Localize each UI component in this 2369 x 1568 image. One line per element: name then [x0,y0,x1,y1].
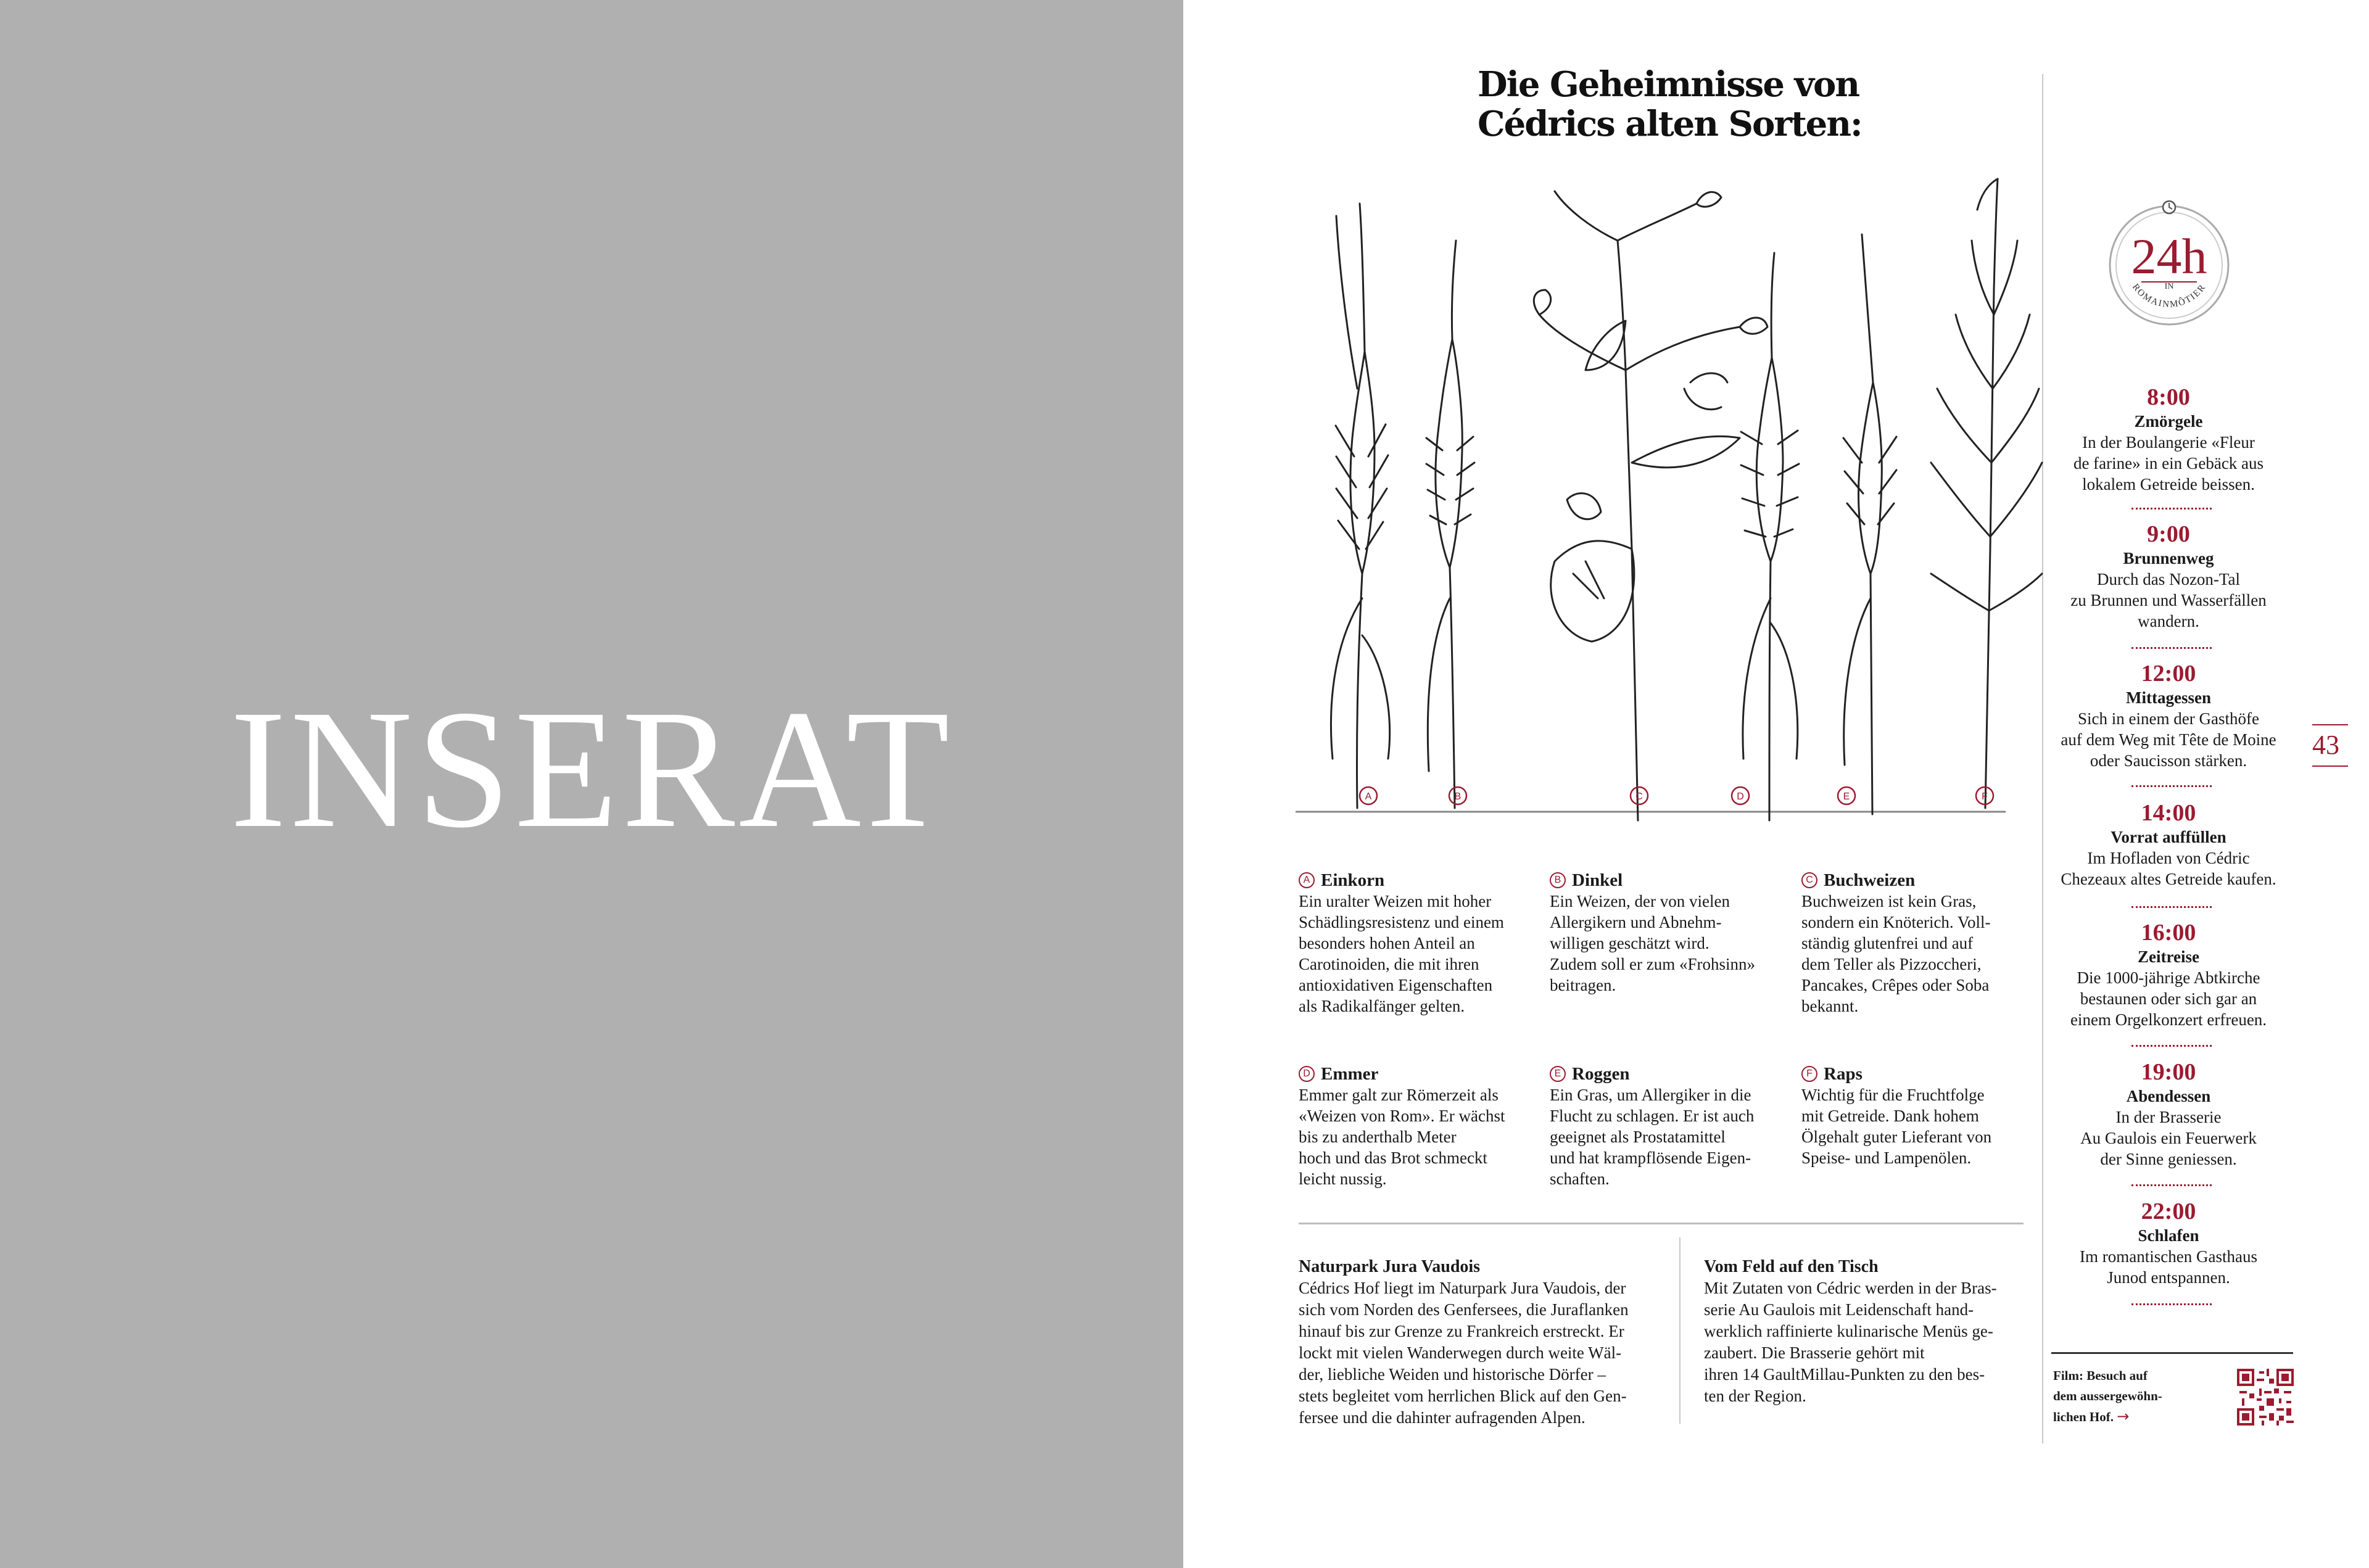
plant-name: Einkorn [1321,870,1385,890]
plant-name: Raps [1824,1064,1863,1084]
plant-entry-buchweizen [1801,870,2042,1017]
qr-code-icon[interactable] [2237,1369,2294,1426]
plant-description: Emmer galt zur Römerzeit als «Weizen von Rom». Er wächst bis zu anderthalb Meter hoch und das Brot schmeckt leicht nussig. [1299,1086,1505,1188]
section-divider [1299,1223,2024,1224]
schedule-text: Im Hofladen von Cédric Chezeaux altes Getreide kaufen. [2061,849,2276,888]
page-number-rule [2312,765,2348,767]
schedule-text: Sich in einem der Gasthöfe auf dem Weg mit Tête de Moine oder Saucisson stärken. [2061,709,2276,770]
schedule-separator [2131,1184,2212,1186]
film-line-1: Film: Besuch auf [2053,1368,2148,1383]
grain-illustration [1296,167,2048,851]
letter-badge: B [1550,872,1566,888]
plant-description: Wichtig für die Fruchtfolge mit Getreide. Dank hohem Ölgehalt guter Lieferant von Speise- und Lampenölen. [1801,1086,1992,1167]
marker-b [1449,787,1466,804]
schedule-time: 14:00 [2141,800,2196,826]
schedule-separator [2131,906,2212,908]
plant-name: Roggen [1572,1064,1630,1084]
film-line-2: dem aussergewöhn- [2053,1389,2162,1403]
schedule-text: Durch das Nozon-Tal zu Brunnen und Wasserfällen wandern. [2070,570,2267,630]
einkorn-drawing [1331,204,1389,808]
plant-description: Ein Weizen, der von vielen Allergikern und Abnehm- willigen geschätzt wird. Zudem soll er zum «Frohsinn» beitragen. [1550,892,1755,994]
schedule-text: Die 1000-jährige Abtkirche bestaunen oder sich gar an einem Orgelkonzert erfreuen. [2070,968,2267,1029]
info-text: Mit Zutaten von Cédric werden in der Bras- serie Au Gaulois mit Leidenschaft hand- werklich raffinierte kulinarische Menüs ge- zaubert. Die Brasserie gehört mit ihren 14 GaultMillau-Punkten zu den bes- ten der Region. [1704,1279,1997,1405]
page-number: 43 [2312,730,2339,760]
info-naturpark [1299,1256,1663,1429]
plant-description: Buchweizen ist kein Gras, sondern ein Knöterich. Voll- ständig glutenfrei und auf dem Teller als Pizzoccheri, Pancakes, Crêpes oder Soba bekannt. [1801,892,1991,1015]
marker-a-label: A [1365,791,1372,802]
ad-label: INSERAT [229,675,954,863]
plant-name: Buchweizen [1824,870,1916,890]
schedule-item [2051,521,2286,632]
marker-c [1631,787,1648,804]
plant-entry-einkorn [1299,870,1539,1017]
schedule-item [2051,1198,2286,1288]
arrow-right-icon: → [2117,1408,2130,1425]
schedule-item [2051,919,2286,1030]
letter-badge: F [1801,1066,1817,1082]
schedule-title: Vorrat auffüllen [2111,828,2226,846]
schedule-separator [2131,1303,2212,1305]
emmer-drawing [1741,253,1799,820]
marker-f-label: F [1982,791,1988,802]
schedule-text: In der Brasserie Au Gaulois ein Feuerwerk der Sinne geniessen. [2080,1108,2257,1168]
plant-name: Emmer [1321,1064,1379,1084]
plant-entry-dinkel [1550,870,1790,996]
schedule-item [2051,1058,2286,1170]
schedule-separator [2131,1045,2212,1047]
schedule-title: Brunnenweg [2123,549,2214,567]
marker-e [1838,787,1855,804]
info-title: Naturpark Jura Vaudois [1299,1257,1481,1276]
film-divider [2051,1352,2293,1354]
info-feld-tisch [1704,1256,2068,1407]
plant-entry-roggen [1550,1063,1790,1189]
letter-badge: C [1801,872,1817,888]
schedule-time: 8:00 [2147,384,2190,410]
schedule-time: 16:00 [2141,920,2196,946]
schedule-item [2051,799,2286,889]
title-line-1: Die Geheimnisse von [1478,64,1859,105]
schedule-title: Abendessen [2126,1087,2211,1105]
marker-d [1732,787,1749,804]
schedule-time: 9:00 [2147,521,2190,547]
schedule-title: Schlafen [2138,1226,2199,1245]
info-title: Vom Feld auf den Tisch [1704,1257,1879,1276]
badge-24h: 24h [2131,228,2207,284]
schedule-item [2051,660,2286,771]
marker-c-label: C [1635,791,1643,802]
dinkel-drawing [1426,241,1474,808]
schedule-separator [2131,647,2212,649]
plant-name: Dinkel [1572,870,1623,890]
schedule-separator [2131,785,2212,787]
clock-icon [2163,201,2175,213]
marker-b-label: B [1454,791,1462,802]
plant-entry-emmer [1299,1063,1539,1189]
raps-drawing [1931,179,2042,808]
marker-d-label: D [1737,791,1744,802]
schedule-text: Im romantischen Gasthaus Junod entspannen. [2080,1247,2257,1287]
info-text: Cédrics Hof liegt im Naturpark Jura Vaudois, der sich vom Norden des Genfersees, die Juraflanken hinauf bis zur Grenze zu Frankreich erstreckt. Er lockt mit vielen Wanderwegen durch weite Wäl- der, liebliche Weiden und historische Dörfer – stets begleitet vom herrlichen Blick auf den Gen- fersee und die dahinter aufragenden Alpen. [1299,1279,1629,1427]
badge-place-text: ROMAINMÔTIER [2130,282,2209,310]
buchweizen-drawing [1534,191,1767,820]
film-line-3: lichen Hof. [2053,1409,2114,1424]
marker-f [1976,787,1993,804]
schedule-time: 22:00 [2141,1199,2196,1224]
plant-description: Ein Gras, um Allergiker in die Flucht zu schlagen. Er ist auch geeignet als Prostatamittel und hat krampflösende Eigen- schaften. [1550,1086,1755,1188]
schedule-text: In der Boulangerie «Fleur de farine» in ein Gebäck aus lokalem Getreide beissen. [2073,433,2264,493]
info-column-divider [1679,1237,1681,1424]
marker-e-label: E [1843,791,1850,802]
schedule-title: Mittagessen [2126,688,2211,707]
letter-badge: E [1550,1066,1566,1082]
schedule-title: Zmörgele [2134,412,2203,431]
plant-description: Ein uralter Weizen mit hoher Schädlingsresistenz und einem besonders hohen Anteil an Carotinoiden, die mit ihren antioxidativen Eigenschaften als Radikalfänger gelten. [1299,892,1504,1015]
film-link[interactable] [2053,1366,2170,1427]
schedule-separator [2131,508,2212,510]
schedule-title: Zeitreise [2138,947,2199,966]
letter-badge: A [1299,872,1315,888]
24h-badge [2103,196,2235,328]
article-title [1478,65,1909,144]
badge-in: IN [2164,282,2174,291]
schedule-item [2051,384,2286,495]
letter-badge: D [1299,1066,1315,1082]
schedule-time: 19:00 [2141,1059,2196,1085]
page-number-rule [2312,724,2348,725]
roggen-drawing [1843,234,1896,814]
marker-a [1360,787,1377,804]
schedule-time: 12:00 [2141,661,2196,687]
title-line-2: Cédrics alten Sorten: [1478,104,1862,144]
plant-entry-raps [1801,1063,2042,1168]
